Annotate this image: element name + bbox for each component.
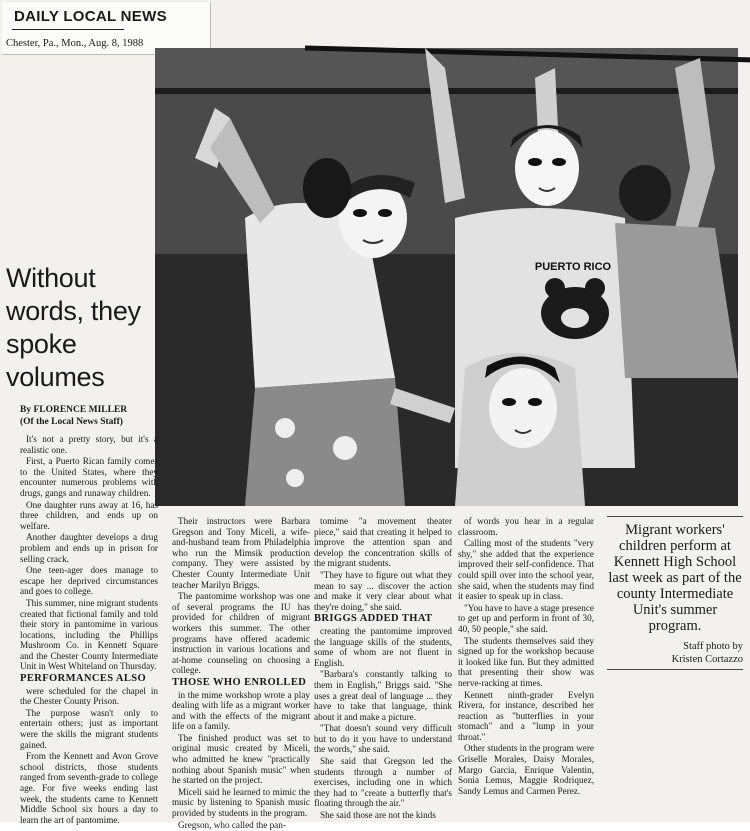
article-column-1 — [20, 434, 158, 826]
article-paragraph: First, a Puerto Rican family comes to the United States, where they encounter numerous problems with drugs, gangs and runaway children. — [20, 456, 158, 498]
article-paragraph: Their instructors were Barbara Gregson and Tony Miceli, a wife-and-husband team from Philadelphia who run the Mimsik production company. They were assisted by Chester County Intermediate Unit teacher Marilyn Briggs. — [172, 516, 310, 590]
caption-text: Migrant workers' children perform at Kennett High School last week as part of the county Intermediate Unit's summer program. — [608, 522, 742, 634]
article-paragraph: She said that Gregson led the students through a number of exercises, including one in which they had to "create a butterfly that's floating through the air." — [314, 756, 452, 809]
article-paragraph: One daughter runs away at 16, has three children, and ends up on welfare. — [20, 499, 158, 531]
article-column-3 — [314, 516, 452, 822]
mime-performers-illustration — [155, 48, 738, 506]
headline-line: Without — [6, 263, 96, 293]
article-paragraph: of words you hear in a regular classroom. — [458, 516, 594, 537]
section-lead-in: PERFORMANCES ALSO — [20, 673, 147, 685]
credit-name: Kristen Cortazzo — [671, 654, 743, 665]
article-paragraph: "Barbara's constantly talking to them in English," Briggs said. "She uses a great deal of language ... they have to take that language, think about it and make a picture. — [314, 669, 452, 722]
article-paragraph: This summer, nine migrant students created that fictional family and told their story in pantomime in various locations, including the Phillips Mushroom Co. in Kennett Square and the Chester County Intermediate Unit in West Whiteland on Thursday. — [20, 597, 158, 672]
headline-line: spoke — [6, 329, 77, 359]
caption-top-rule — [607, 516, 743, 517]
article-paragraph: were scheduled for the chapel in the Chester County Prison. — [20, 685, 158, 707]
photo-caption — [607, 522, 743, 666]
masthead-rule — [12, 29, 124, 30]
article-paragraph: The pantomime workshop was one of several programs the IU has provided for children of migrant workers this summer. The other programs have offered academic instruction in various locations and at-home counseling on choosing a college. — [172, 591, 310, 676]
article-photo — [155, 48, 738, 506]
shirt-text: PUERTO RICO — [534, 261, 612, 273]
caption-bottom-rule — [607, 669, 743, 670]
article-paragraph: tomime "a movement theater piece," said that creating it helped to improve the attention span and develop the concentration skills of the migrant students. — [314, 516, 452, 569]
article-paragraph: Calling most of the students "very shy," she added that the experience improved their self-confidence. That could spill over into the school year, she said, when the students may find it easier to speak up in class. — [458, 538, 594, 602]
article-column-2 — [172, 516, 310, 831]
dateline: Chester, Pa., Mon., Aug. 8, 1988 — [6, 38, 144, 49]
article-paragraph: She said those are not the kinds — [320, 810, 436, 821]
photo-credit — [607, 640, 743, 666]
article-paragraph: It's not a pretty story, but it's a realistic one. — [20, 434, 158, 455]
byline — [20, 404, 160, 428]
article-column-4 — [458, 516, 594, 797]
article-paragraph: The finished product was set to original music created by Miceli, who admitted he knew "practically nothing about Spanish music" when he started on the project. — [172, 732, 310, 786]
article-paragraph: From the Kennett and Avon Grove school districts, those students ranged from seventh-grade to college age. For five weeks ending last week, the students came to Kennett Middle School six hours a day to learn the art of pantomime. — [20, 751, 158, 825]
section-lead-in: BRIGGS ADDED THAT — [314, 613, 433, 625]
headline-line: volumes — [6, 362, 105, 392]
headline-line: words, they — [6, 296, 141, 326]
newspaper-name: DAILY LOCAL NEWS — [14, 8, 167, 25]
article-paragraph: The students themselves said they signed up for the workshop because it looked like fun. But they admitted that presenting their show was nerve-racking at times. — [458, 635, 594, 688]
article-paragraph: Miceli said he learned to mimic the music by listening to Spanish music provided by students in the program. — [172, 786, 310, 819]
article-paragraph: "You have to have a stage presence to get up and perform in front of 30, 40, 50 people," she said. — [458, 602, 594, 634]
byline-author: By FLORENCE MILLER — [20, 405, 128, 415]
byline-org: (Of the Local News Staff) — [20, 417, 123, 427]
article-paragraph: in the mime workshop wrote a play dealing with life as a migrant worker and with the effects of the migrant life on a family. — [172, 689, 310, 732]
article-paragraph: Kennett ninth-grader Evelyn Rivera, for instance, described her reaction as "butterflies in your stomach" and a "lump in your throat." — [458, 689, 594, 742]
article-headline — [6, 262, 156, 394]
section-lead-in: THOSE WHO ENROLLED — [172, 676, 307, 688]
article-paragraph: Another daughter develops a drug problem and ends up in prison for selling crack. — [20, 532, 158, 564]
article-paragraph: Gregson, who called the pan- — [178, 819, 286, 830]
credit-label: Staff photo by — [683, 641, 743, 652]
article-paragraph: "That doesn't sound very difficult but to do it you have to understand the words," she said. — [314, 723, 452, 755]
article-paragraph: Other students in the program were Griselle Morales, Daisy Morales, Margo Garcia, Enrique Valentin, Sonia Lemus, Maggie Rodriquez, Sandy Lemus and Carmen Perez. — [458, 743, 594, 796]
article-paragraph: "They have to figure out what they mean to say ... discover the action and make it very clear about what they're doing," she said. — [314, 569, 452, 612]
article-paragraph: creating the pantomime improved the language skills of the students, some of whom are not fluent in English. — [314, 625, 452, 668]
article-paragraph: One teen-ager does manage to escape her deprived circumstances and goes to college. — [20, 565, 158, 597]
article-paragraph: The purpose wasn't only to entertain others; just as important were the skills the migrant students gained. — [20, 707, 158, 750]
